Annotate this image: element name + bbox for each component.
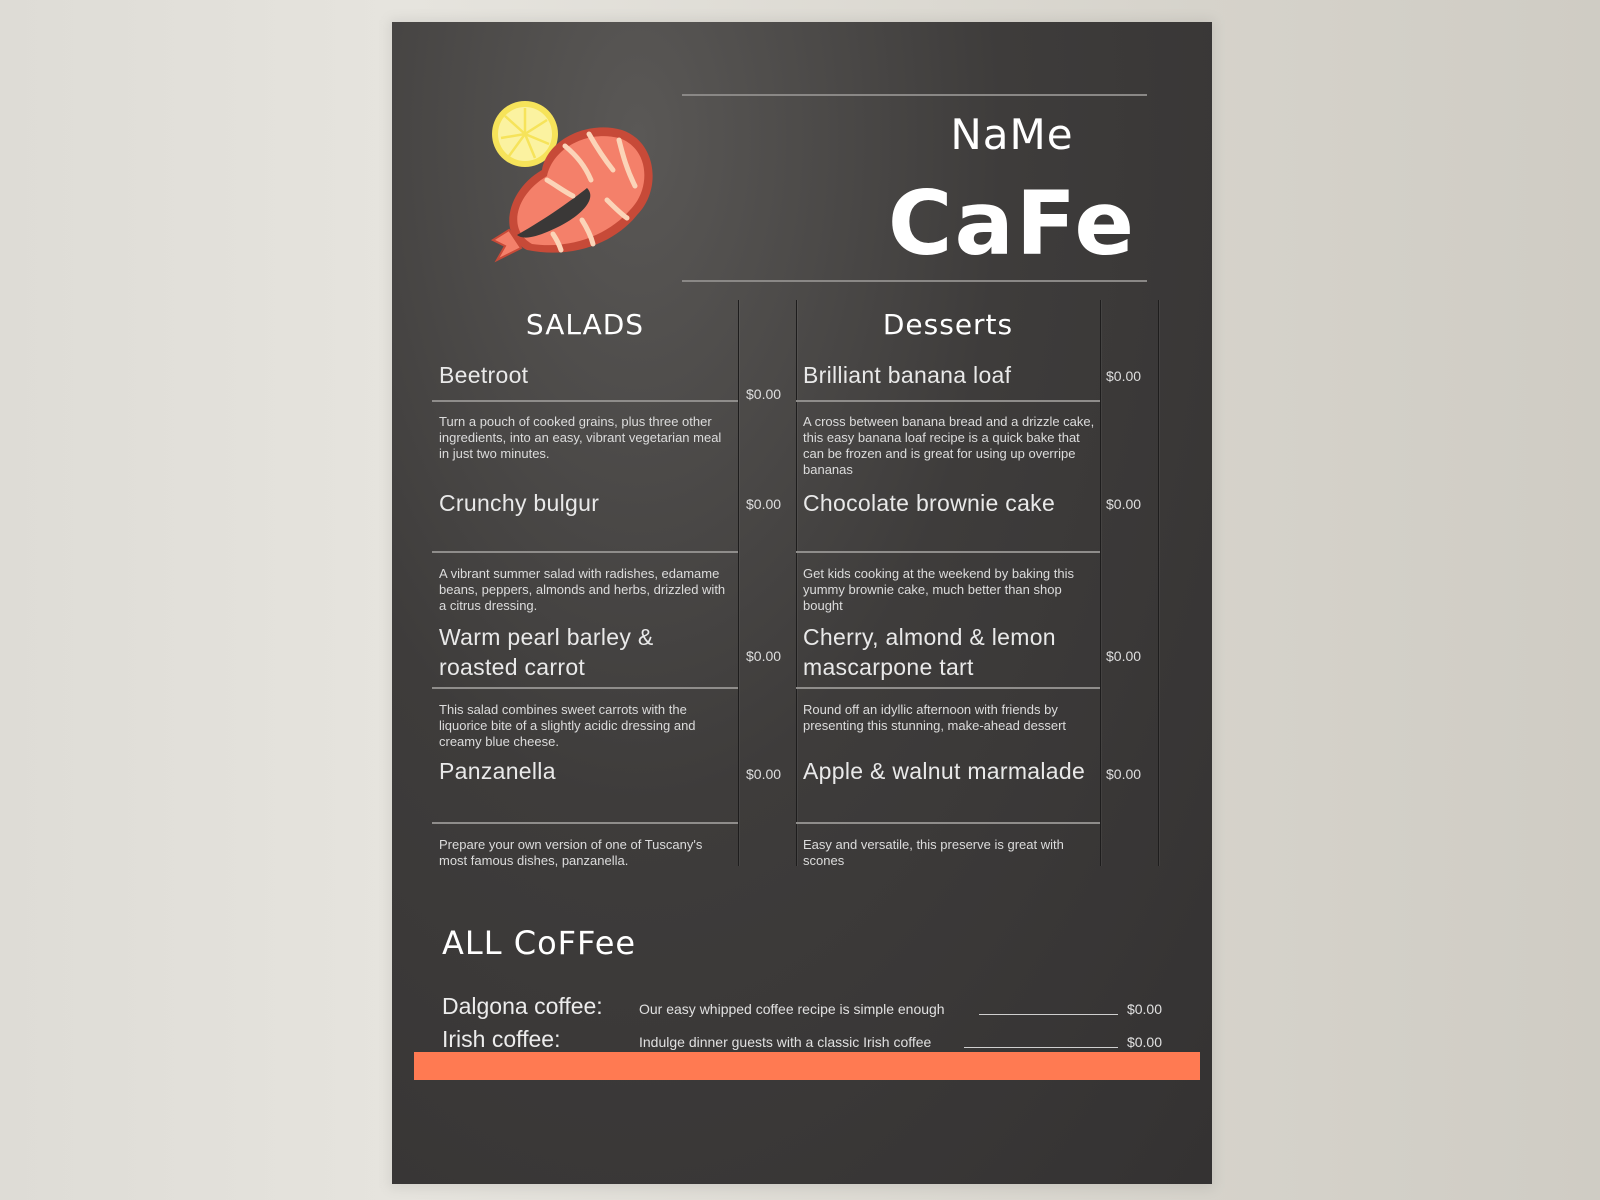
coffee-item-name: Irish coffee:	[442, 1026, 561, 1052]
salad-item-name: Crunchy bulgur	[439, 490, 600, 516]
coffee-item-name: Dalgona coffee:	[442, 993, 603, 1019]
salad-rule	[432, 687, 738, 689]
dessert-rule	[796, 822, 1100, 824]
column-divider	[796, 300, 797, 866]
cafe-title: CaFe	[887, 172, 1137, 275]
accent-bar	[414, 1052, 1200, 1080]
salad-item-price: $0.00	[746, 766, 782, 782]
dessert-item-price: $0.00	[1106, 368, 1142, 384]
dessert-item-name: Cherry, almond & lemon mascarpone tart	[803, 624, 1056, 680]
column-divider	[1100, 300, 1101, 866]
salad-item-desc: Prepare your own version of one of Tuscany's most famous dishes, panzanella.	[439, 837, 703, 868]
dessert-rule	[796, 551, 1100, 553]
salad-item-price: $0.00	[746, 496, 782, 512]
coffee-item-price: $0.00	[1126, 1034, 1162, 1050]
coffee-heading: ALL CoFFee	[442, 924, 637, 962]
coffee-leader-line	[964, 1047, 1118, 1048]
coffee-item	[442, 1023, 1162, 1053]
salad-item-price: $0.00	[746, 386, 782, 402]
title-top-rule	[682, 94, 1147, 96]
cafe-name-label: NaMe	[950, 110, 1074, 159]
coffee-item-desc: Indulge dinner guests with a classic Irish coffee	[639, 1034, 932, 1050]
coffee-item	[442, 990, 1162, 1020]
column-divider	[738, 300, 739, 866]
salad-rule	[432, 822, 738, 824]
dessert-item-desc: Get kids cooking at the weekend by baking this yummy brownie cake, much better than shop bought	[803, 566, 1074, 613]
title-bottom-rule	[682, 280, 1147, 282]
column-divider	[1158, 300, 1159, 866]
salad-item-name: Panzanella	[439, 758, 556, 784]
coffee-item-price: $0.00	[1126, 1001, 1162, 1017]
dessert-item-name: Brilliant banana loaf	[803, 362, 1012, 388]
dessert-item-desc: Round off an idyllic afternoon with friends by presenting this stunning, make-ahead dessert	[803, 702, 1067, 733]
salad-item-name: Beetroot	[439, 362, 529, 388]
dessert-rule	[796, 400, 1100, 402]
dessert-item-price: $0.00	[1106, 648, 1142, 664]
dessert-item-price: $0.00	[1106, 496, 1142, 512]
dessert-rule	[796, 687, 1100, 689]
coffee-item-desc: Our easy whipped coffee recipe is simple enough	[639, 1001, 945, 1017]
salad-item-name: Warm pearl barley & roasted carrot	[439, 624, 654, 680]
dessert-item-name: Apple & walnut marmalade	[803, 758, 1086, 784]
dessert-item-name: Chocolate brownie cake	[803, 490, 1056, 516]
dessert-item-desc: A cross between banana bread and a drizzle cake, this easy banana loaf recipe is a quick bake that can be frozen and is great for using up overripe bananas	[803, 414, 1095, 477]
dessert-item-price: $0.00	[1106, 766, 1142, 782]
salad-item-desc: A vibrant summer salad with radishes, edamame beans, peppers, almonds and herbs, drizzled with a citrus dressing.	[439, 566, 726, 613]
dessert-item-desc: Easy and versatile, this preserve is great with scones	[803, 837, 1064, 868]
salad-item-price: $0.00	[746, 648, 782, 664]
desserts-heading: Desserts	[882, 308, 1014, 341]
salad-item-desc: This salad combines sweet carrots with the liquorice bite of a slightly acidic dressing and creamy blue cheese.	[439, 702, 696, 749]
salad-rule	[432, 551, 738, 553]
coffee-leader-line	[979, 1014, 1118, 1015]
salads-heading: SALADS	[525, 308, 645, 341]
salad-item-desc: Turn a pouch of cooked grains, plus three other ingredients, into an easy, vibrant vegetarian meal in just two minutes.	[439, 414, 722, 461]
salad-rule	[432, 400, 738, 402]
cafe-menu-card	[392, 22, 1212, 1184]
shrimp-icon	[487, 100, 667, 270]
